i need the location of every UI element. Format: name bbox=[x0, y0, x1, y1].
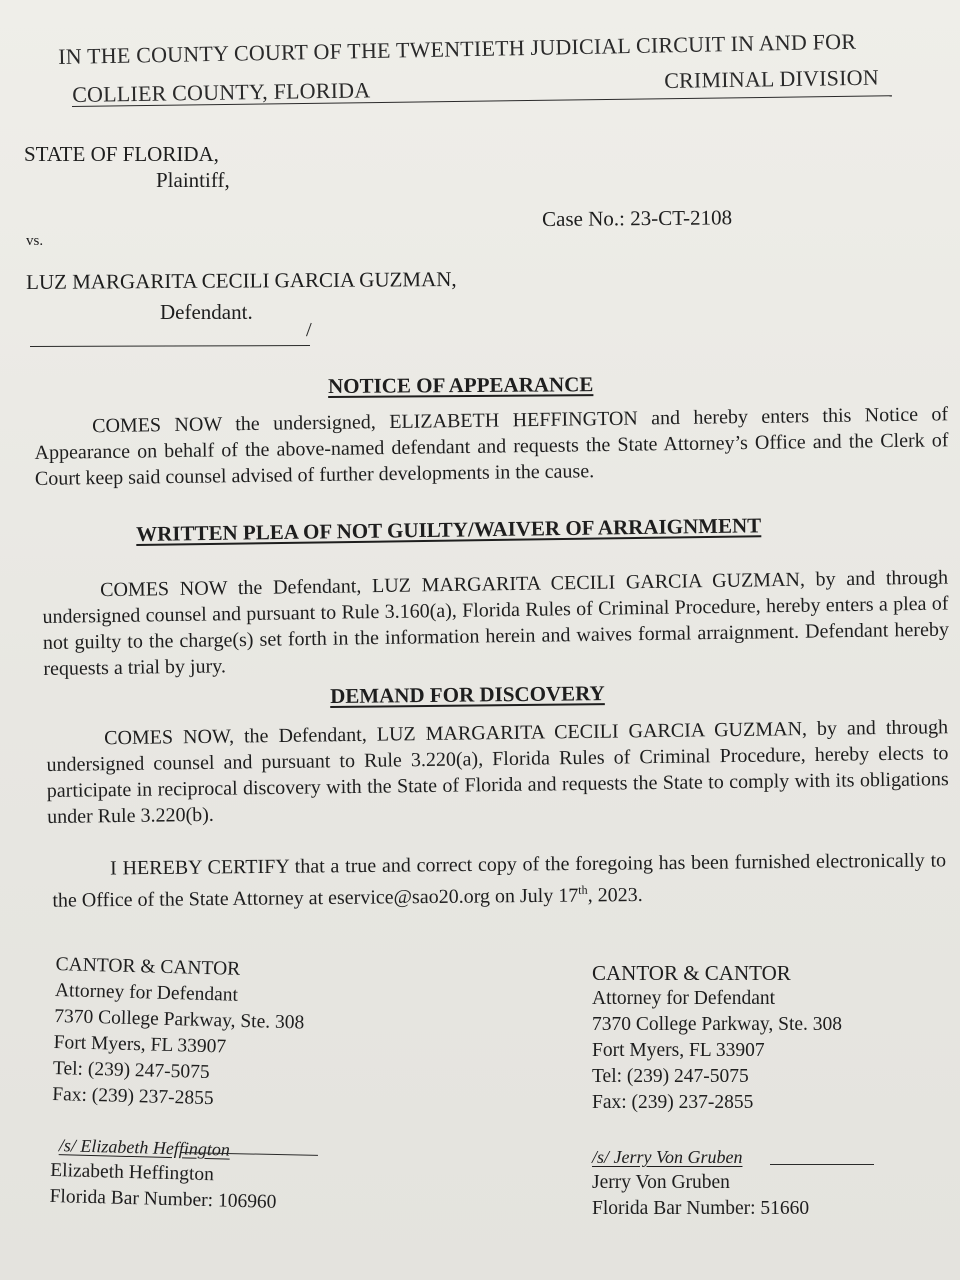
attorney-name: Elizabeth Heffington bbox=[50, 1159, 215, 1186]
court-caption-division: CRIMINAL DIVISION bbox=[664, 64, 879, 93]
discovery-heading: DEMAND FOR DISCOVERY bbox=[330, 681, 605, 708]
paragraph-indent bbox=[34, 432, 92, 433]
court-caption-line1: IN THE COUNTY COURT OF THE TWENTIETH JUDICIAL CIRCUIT IN AND FOR bbox=[58, 28, 857, 69]
fax: Fax: (239) 237-2855 bbox=[51, 1083, 214, 1110]
fax: Fax: (239) 237-2855 bbox=[592, 1092, 754, 1113]
certificate-paragraph bbox=[52, 847, 947, 913]
attorney-role: Attorney for Defendant bbox=[54, 979, 239, 1006]
bar-number: Florida Bar Number: 106960 bbox=[49, 1185, 277, 1213]
notice-heading: NOTICE OF APPEARANCE bbox=[328, 372, 594, 398]
address-line2: Fort Myers, FL 33907 bbox=[53, 1031, 227, 1058]
signature-block-left bbox=[49, 952, 306, 1216]
case-number: Case No.: 23-CT-2108 bbox=[542, 205, 733, 231]
paragraph-indent bbox=[52, 874, 110, 875]
signature-block-right bbox=[592, 960, 842, 1222]
address-line1: 7370 College Parkway, Ste. 308 bbox=[54, 1005, 305, 1034]
notice-paragraph bbox=[34, 401, 949, 492]
address-line2: Fort Myers, FL 33907 bbox=[592, 1040, 765, 1061]
plea-body: COMES NOW the Defendant, LUZ MARGARITA CECILI GARCIA GUZMAN, by and through undersigned counsel and pursuant to Rule 3.160(a), Florida Rules of Criminal Procedure, hereby enters a plea of not guilty to the charge(s) set forth in the information herein and waives formal arraignment. Defendant hereby requests a trial by jury. bbox=[42, 566, 950, 680]
defendant-underline bbox=[30, 345, 310, 347]
versus-label: vs. bbox=[26, 233, 44, 249]
certificate-date-ordinal: th bbox=[578, 882, 588, 897]
defendant-underline-tick bbox=[306, 323, 312, 336]
court-caption-county: COLLIER COUNTY, FLORIDA bbox=[72, 77, 371, 107]
attorney-role: Attorney for Defendant bbox=[592, 988, 776, 1009]
signature-line-right bbox=[770, 1164, 874, 1165]
plea-heading: WRITTEN PLEA OF NOT GUILTY/WAIVER OF ARRAIGNMENT bbox=[136, 513, 762, 546]
discovery-paragraph bbox=[46, 714, 949, 830]
certificate-body: I HEREBY CERTIFY that a true and correct copy of the foregoing has been furnished electronically to the Office of the State Attorney at eservice@sao20.org on July 17 bbox=[52, 849, 947, 912]
plea-paragraph bbox=[42, 565, 949, 682]
discovery-body: COMES NOW, the Defendant, LUZ MARGARITA CECILI GARCIA GUZMAN, by and through undersigned counsel and pursuant to Rule 3.220(a), Florida Rules of Criminal Procedure, hereby elects to participate in reciprocal discovery with the State of Florida and requests the State to comply with its obligations under Rule 3.220(b). bbox=[46, 716, 949, 828]
address-line1: 7370 College Parkway, Ste. 308 bbox=[592, 1014, 843, 1035]
plaintiff-name: STATE OF FLORIDA, bbox=[24, 142, 219, 166]
paragraph-indent bbox=[46, 744, 104, 745]
paragraph-indent bbox=[42, 596, 100, 597]
firm-name: CANTOR & CANTOR bbox=[55, 953, 241, 980]
defendant-name: LUZ MARGARITA CECILI GARCIA GUZMAN, bbox=[26, 266, 457, 294]
notice-body: COMES NOW the undersigned, ELIZABETH HEFFINGTON and hereby enters this Notice of Appearance on behalf of the above-named defendant and requests the State Attorney’s Office and the Clerk of Court keep said counsel advised of further developments in the cause. bbox=[34, 403, 949, 490]
e-signature: /s/ Jerry Von Gruben bbox=[592, 1147, 743, 1167]
certificate-body-end: , 2023. bbox=[587, 883, 643, 907]
defendant-role: Defendant. bbox=[160, 300, 253, 324]
plaintiff-role: Plaintiff, bbox=[156, 168, 230, 192]
telephone: Tel: (239) 247-5075 bbox=[592, 1066, 749, 1087]
bar-number: Florida Bar Number: 51660 bbox=[592, 1198, 810, 1219]
attorney-name: Jerry Von Gruben bbox=[592, 1172, 730, 1193]
telephone: Tel: (239) 247-5075 bbox=[52, 1057, 210, 1084]
firm-name: CANTOR & CANTOR bbox=[592, 961, 791, 985]
signature-spacer bbox=[592, 1116, 842, 1144]
e-signature: /s/ Elizabeth Heffington bbox=[58, 1135, 231, 1160]
